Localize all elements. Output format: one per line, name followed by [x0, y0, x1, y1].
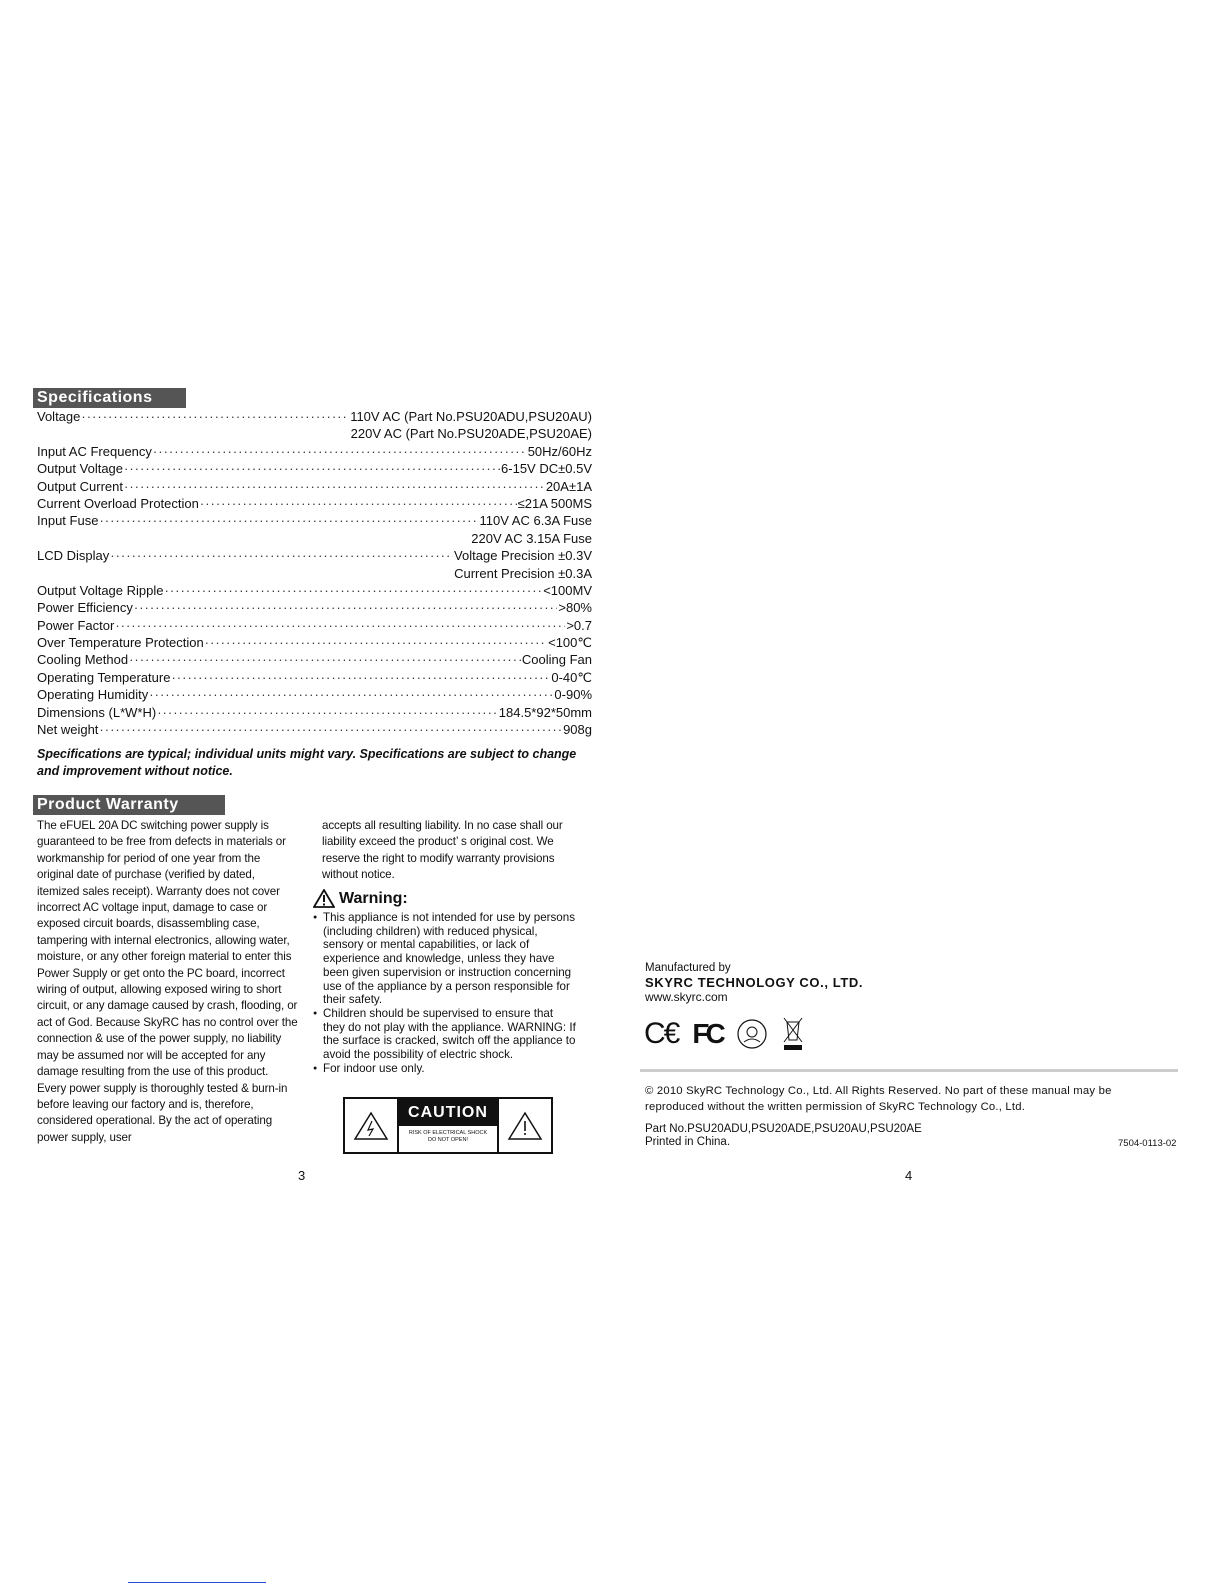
company-name: SKYRC TECHNOLOGY CO., LTD.: [645, 975, 864, 990]
warranty-heading: Product Warranty: [33, 795, 225, 815]
warning-triangle-icon: [313, 889, 335, 908]
printed-in: Printed in China.: [645, 1136, 731, 1148]
leader-dots: [115, 617, 565, 634]
spec-value: Cooling Fan: [521, 652, 592, 668]
fcc-logo-icon: FC: [692, 1018, 722, 1049]
warning-list: [313, 911, 578, 1075]
specifications-table: [37, 408, 592, 738]
leader-dots: [149, 686, 553, 703]
electric-shock-icon: [353, 1111, 389, 1141]
spec-value: >80%: [558, 600, 592, 616]
spec-value: 184.5*92*50mm: [498, 704, 592, 720]
spec-label: Input Fuse: [37, 513, 99, 529]
leader-dots: [134, 599, 558, 616]
spec-label: Net weight: [37, 722, 99, 738]
spec-value: Voltage Precision ±0.3V: [454, 548, 592, 564]
spec-value: 220V AC (Part No.PSU20ADE,PSU20AE): [350, 426, 592, 442]
spec-row: [37, 634, 592, 651]
divider: [640, 1069, 1178, 1072]
leader-dots: [110, 547, 453, 564]
spec-row: [37, 478, 592, 495]
spec-label: Voltage: [37, 409, 81, 424]
spec-value: ≤21A 500MS: [517, 495, 592, 511]
specifications-heading: Specifications: [33, 388, 186, 408]
leader-dots: [171, 669, 550, 686]
page-number-4: 4: [905, 1168, 913, 1183]
spec-value: 50Hz/60Hz: [527, 443, 592, 459]
spec-row: [37, 565, 592, 582]
spec-row: [37, 582, 592, 599]
spec-label: Output Voltage Ripple: [37, 582, 164, 598]
spec-value: 0-90%: [554, 687, 592, 703]
spec-row: [37, 460, 592, 477]
caution-label: [343, 1097, 553, 1154]
warranty-text-left: The eFUEL 20A DC switching power supply is guaranteed to be free from defects in materials or workmanship for period of one year from the original date of purchase (verified by dated, itemized sales receipt). Warranty does not cover incorrect AC voltage input, damage to case or exposed circuit boards, disassembling case, tampering with internal electronics, allowing water, moisture, or any other foreign material to enter this Power Supply or get onto the PC board, incorrect wiring of output, allowing exposed wiring to short circuit, or any damage caused by crash, flooding, or act of God. Because SkyRC has no control over the connection & use of the power supply, no liability may be assumed nor will be accepted for any damage resulting from the use of this product. Every power supply is thoroughly tested & burn-in before leaving our factory and is, therefore, considered operational. By the act of operating power supply, user: [37, 819, 298, 1144]
spec-row: [37, 721, 592, 738]
leader-dots: [124, 478, 545, 495]
spec-row: [37, 669, 592, 686]
spec-label: Power Efficiency: [37, 600, 133, 616]
spec-row: [37, 547, 592, 564]
spec-value: 908g: [563, 722, 592, 738]
spec-label: Power Factor: [37, 617, 115, 633]
leader-dots: [129, 651, 521, 668]
spec-label: Output Voltage: [37, 461, 124, 477]
spec-row: [37, 651, 592, 668]
rohs-logo-icon: [736, 1018, 768, 1050]
spec-value: >0.7: [566, 617, 592, 633]
website: www.skyrc.com: [645, 990, 728, 1004]
leader-dots: [124, 460, 500, 477]
spec-label: Input AC Frequency: [37, 443, 152, 459]
spec-value: 220V AC 3.15A Fuse: [471, 530, 592, 546]
warning-item: ● Children should be supervised to ensure that they do not play with the appliance. WARNING: If the surface is cracked, switch off the appliance to avoid the possibility of electric shock.: [313, 1007, 578, 1062]
spec-value: 20A±1A: [545, 478, 592, 494]
page-number-3: 3: [298, 1168, 306, 1183]
spec-row: [37, 443, 592, 460]
bottom-link-underline: [128, 1582, 266, 1583]
document-code: 7504-0113-02: [1118, 1138, 1177, 1149]
spec-value: <100℃: [548, 635, 592, 651]
ce-logo-icon: C€: [644, 1017, 679, 1050]
spec-row: [37, 530, 592, 547]
spec-value: 0-40℃: [551, 669, 592, 685]
leader-dots: [99, 721, 562, 738]
spec-label: Current Overload Protection: [37, 495, 199, 511]
copyright-text: © 2010 SkyRC Technology Co., Ltd. All Rights Reserved. No part of these manual may be reproduced without the written permission of SkyRC Technology Co., Ltd.: [645, 1085, 1112, 1113]
spec-row: [37, 495, 592, 512]
certification-logos: [644, 1016, 804, 1052]
exclamation-triangle-icon: [507, 1111, 543, 1141]
warning-title-text: Warning:: [339, 889, 408, 907]
spec-label: Cooling Method: [37, 652, 129, 668]
warning-title: [313, 889, 408, 908]
leader-dots: [205, 634, 547, 651]
spec-label: Dimensions (L*W*H): [37, 704, 157, 720]
weee-bin-icon: [782, 1016, 804, 1052]
spec-value: 110V AC 6.3A Fuse: [479, 513, 592, 529]
caution-sub2: DO NOT OPEN!: [428, 1137, 468, 1143]
spec-row: [37, 408, 592, 425]
warning-item: ● For indoor use only.: [313, 1062, 578, 1076]
leader-dots: [153, 443, 527, 460]
caution-sub1: RISK OF ELECTRICAL SHOCK: [408, 1130, 488, 1136]
leader-dots: [164, 582, 542, 599]
spec-label: Operating Humidity: [37, 687, 149, 703]
caution-title: CAUTION: [399, 1099, 497, 1126]
spec-label: Operating Temperature: [37, 669, 171, 685]
spec-label: LCD Display: [37, 548, 110, 564]
leader-dots: [157, 704, 498, 721]
warranty-text-right: accepts all resulting liability. In no case shall our liability exceed the product’ s original cost. We reserve the right to modify warranty provisions without notice.: [322, 819, 563, 882]
spec-row: [37, 686, 592, 703]
spec-row: [37, 617, 592, 634]
part-numbers: Part No.PSU20ADU,PSU20ADE,PSU20AU,PSU20AE: [645, 1123, 922, 1135]
spec-value: Current Precision ±0.3A: [454, 565, 592, 581]
warning-item: ● This appliance is not intended for use by persons (including children) with reduced physical, sensory or mental capabilities, or lack of experience and knowledge, unless they have been given supervision or instruction concerning use of the appliance by a person responsible for their safety.: [313, 911, 578, 1007]
spec-label: Over Temperature Protection: [37, 635, 204, 651]
manufactured-by: Manufactured by: [645, 962, 731, 974]
spec-row: [37, 599, 592, 616]
leader-dots: [99, 512, 478, 529]
spec-row: [37, 512, 592, 529]
spec-value: <100MV: [543, 582, 592, 598]
spec-label: Output Current: [37, 478, 123, 494]
spec-row: [37, 704, 592, 721]
leader-dots: [200, 495, 517, 512]
spec-value: 6-15V DC±0.5V: [501, 461, 592, 477]
leader-dots: [81, 408, 349, 425]
spec-row: [37, 425, 592, 442]
specifications-note: Specifications are typical; individual units might vary. Specifications are subject to change and improvement without notice.: [37, 747, 577, 778]
spec-value: 110V AC (Part No.PSU20ADU,PSU20AU): [350, 409, 592, 424]
